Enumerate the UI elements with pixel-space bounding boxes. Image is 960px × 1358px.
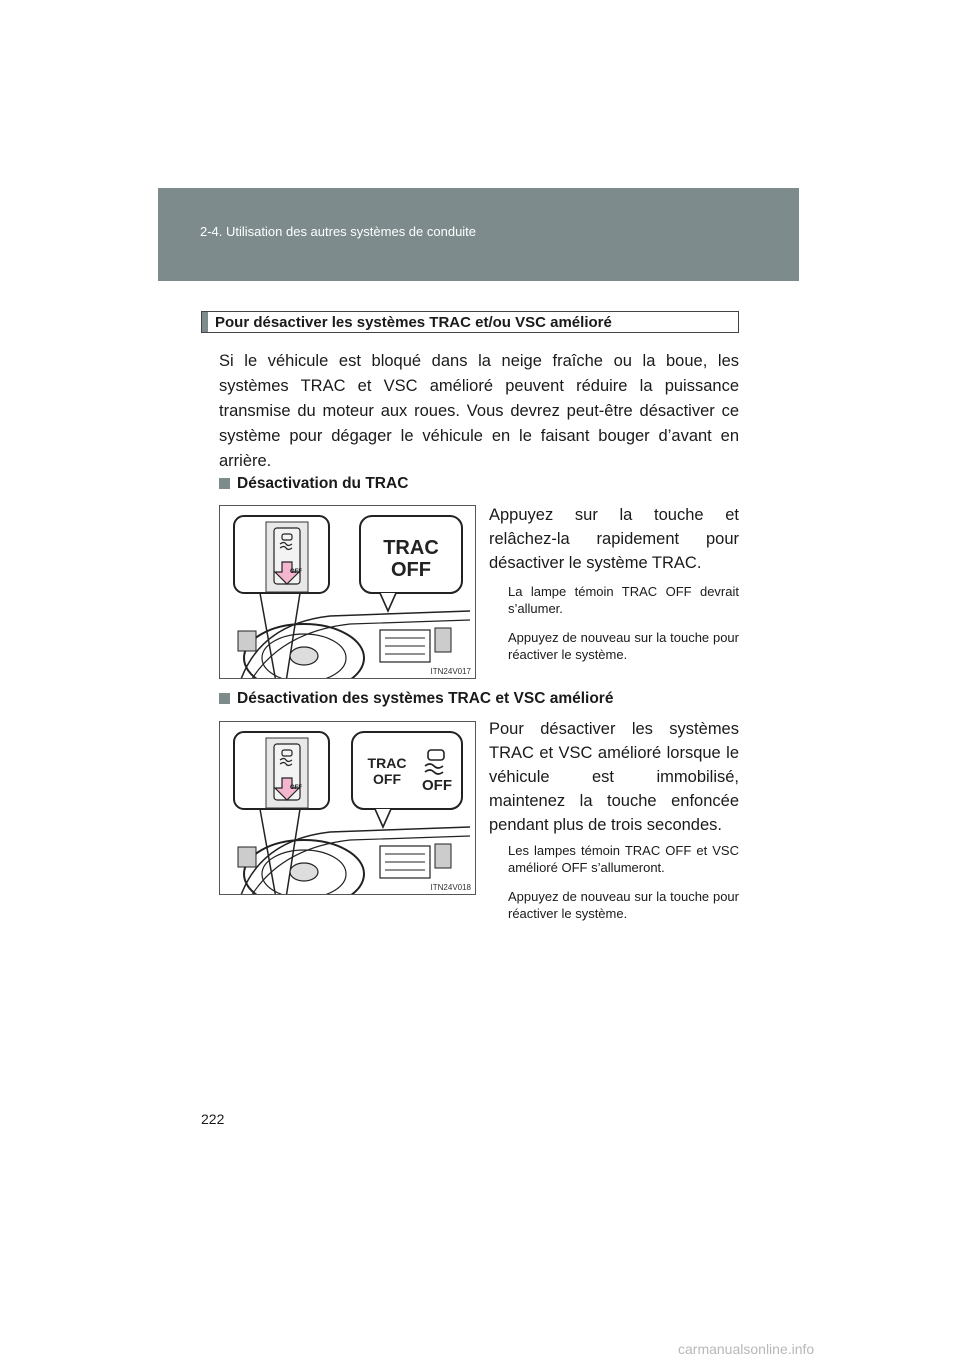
note-reactivate: Appuyez de nouveau sur la touche pour réactiver le système. <box>508 630 739 662</box>
trac-indicator-line2: OFF <box>391 559 431 581</box>
subheading-trac-off <box>219 475 408 493</box>
subheading-trac-off-text: Désactivation du TRAC <box>237 475 409 492</box>
section-title: Pour désactiver les systèmes TRAC et/ou VSC amélioré <box>215 314 612 331</box>
dashboard-illustration <box>220 722 476 895</box>
figure-code: ITN24V018 <box>430 883 471 892</box>
switch-off-label: OFF <box>290 569 302 575</box>
note-reactivate: Appuyez de nouveau sur la touche pour réactiver le système. <box>508 889 739 921</box>
breadcrumb: 2-4. Utilisation des autres systèmes de conduite <box>200 224 477 239</box>
figure-trac-vsc-off <box>219 721 476 895</box>
switch-off-label: OFF <box>290 785 302 791</box>
note-trac-vsc-lamps: Les lampes témoin TRAC OFF et VSC amélioré OFF s’allumeront. <box>508 843 739 875</box>
square-bullet-icon <box>219 478 230 489</box>
instruction-trac-vsc-off: Pour désactiver les systèmes TRAC et VSC amélioré lorsque le véhicule est immobilisé, maintenez la touche enfoncée pendant plus de trois secondes. <box>489 720 739 834</box>
watermark: carmanualsonline.info <box>678 1341 815 1357</box>
subheading-trac-vsc-off-text: Désactivation des systèmes TRAC et VSC amélioré <box>237 690 614 707</box>
figure-trac-off <box>219 505 476 679</box>
subheading-trac-vsc-off <box>219 690 613 708</box>
instruction-trac-off: Appuyez sur la touche et relâchez-la rapidement pour désactiver le système TRAC. <box>489 506 739 572</box>
square-bullet-icon <box>219 693 230 704</box>
page-number: 222 <box>201 1111 225 1127</box>
dashboard-illustration <box>220 506 476 679</box>
section-title-accent <box>202 312 208 332</box>
chapter-header <box>158 188 799 281</box>
vsc-indicator-off: OFF <box>422 777 452 794</box>
note-trac-lamp: La lampe témoin TRAC OFF devrait s’allumer. <box>508 584 739 616</box>
intro-paragraph: Si le véhicule est bloqué dans la neige fraîche ou la boue, les systèmes TRAC et VSC amélioré peuvent réduire la puissance transmise du moteur aux roues. Vous devrez peut-être désactiver ce système pour dégager le véhicule en le faisant bouger d’avant en arrière. <box>219 352 739 470</box>
figure-code: ITN24V017 <box>430 667 471 676</box>
trac-indicator-line2: OFF <box>373 771 401 787</box>
section-title-box <box>201 311 739 333</box>
trac-indicator-line1: TRAC <box>383 537 439 559</box>
trac-indicator-line1: TRAC <box>367 755 407 771</box>
